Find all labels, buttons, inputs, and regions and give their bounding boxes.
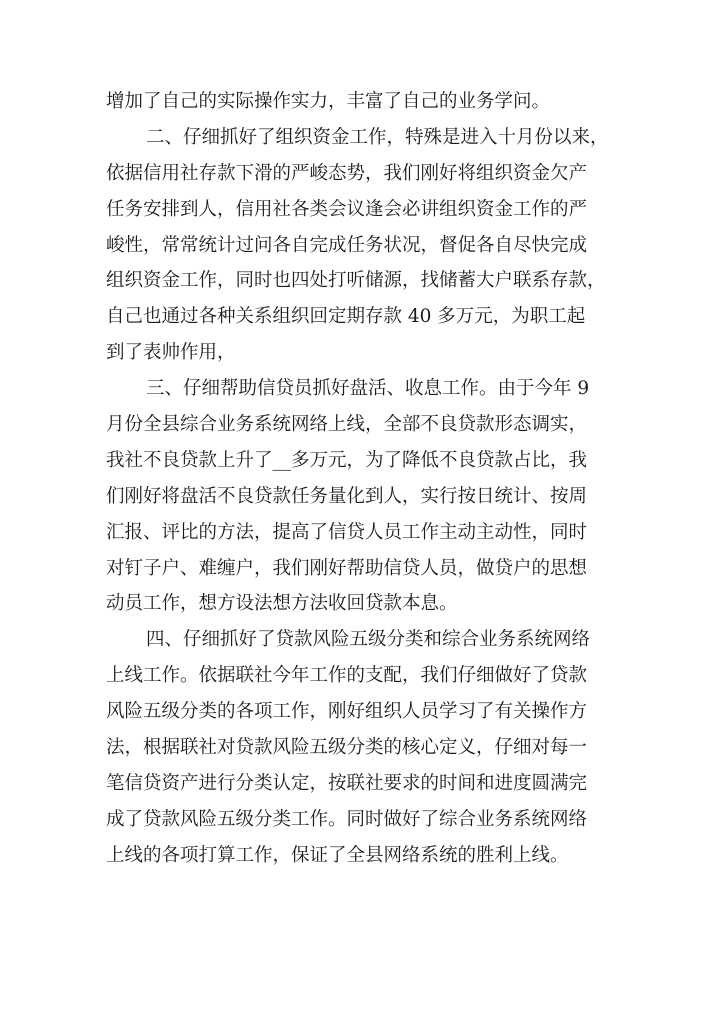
text-line: 组织资金工作，同时也四处打听储源，找储蓄大户联系存款，	[106, 270, 606, 292]
text-line: 月份全县综合业务系统网络上线，全部不良贷款形态调实，	[106, 414, 588, 436]
text-line: 任务安排到人，信用社各类会议逢会必讲组织资金工作的严	[106, 198, 588, 220]
paragraph-2-first-line: 二、仔细抓好了组织资金工作，特殊是进入十月份以来，	[146, 126, 609, 148]
paragraph-3-first-line: 三、仔细帮助信贷员抓好盘活、收息工作。由于今年 9	[146, 378, 590, 400]
text-line: 峻性，常常统计过问各自完成任务状况，督促各自尽快完成	[106, 234, 588, 256]
text-line: 们刚好将盘活不良贷款任务量化到人，实行按日统计、按周	[106, 485, 588, 507]
text-line: 动员工作，想方设法想方法收回贷款本息。	[106, 593, 458, 615]
text-line: 法，根据联社对贷款风险五级分类的核心定义，仔细对每一	[106, 737, 588, 759]
body-text	[106, 84, 616, 874]
text-line: 风险五级分类的各项工作，刚好组织人员学习了有关操作方	[106, 701, 588, 723]
text-line: 汇报、评比的方法，提高了信贷人员工作主动主动性，同时	[106, 521, 588, 543]
text-line: 上线工作。依据联社今年工作的支配，我们仔细做好了贷款	[106, 665, 588, 687]
text-line: 增加了自己的实际操作实力，丰富了自己的业务学问。	[106, 91, 551, 112]
text-line: 到了表帅作用，	[106, 342, 236, 364]
text-line: 上线的各项打算工作，保证了全县网络系统的胜利上线。	[106, 844, 569, 866]
text-line: 成了贷款风险五级分类工作。同时做好了综合业务系统网络	[106, 808, 588, 830]
paragraph-4-first-line: 四、仔细抓好了贷款风险五级分类和综合业务系统网络	[146, 629, 591, 651]
text-line: 我社不良贷款上升了__多万元，为了降低不良贷款占比，我	[106, 449, 588, 471]
text-line: 对钉子户、难缠户，我们刚好帮助信贷人员，做贷户的思想	[106, 557, 588, 579]
text-line: 笔信贷资产进行分类认定，按联社要求的时间和进度圆满完	[106, 772, 588, 794]
text-line: 自己也通过各种关系组织回定期存款 40 多万元，为职工起	[106, 306, 586, 328]
text-line: 依据信用社存款下滑的严峻态势，我们刚好将组织资金欠产	[106, 162, 588, 184]
